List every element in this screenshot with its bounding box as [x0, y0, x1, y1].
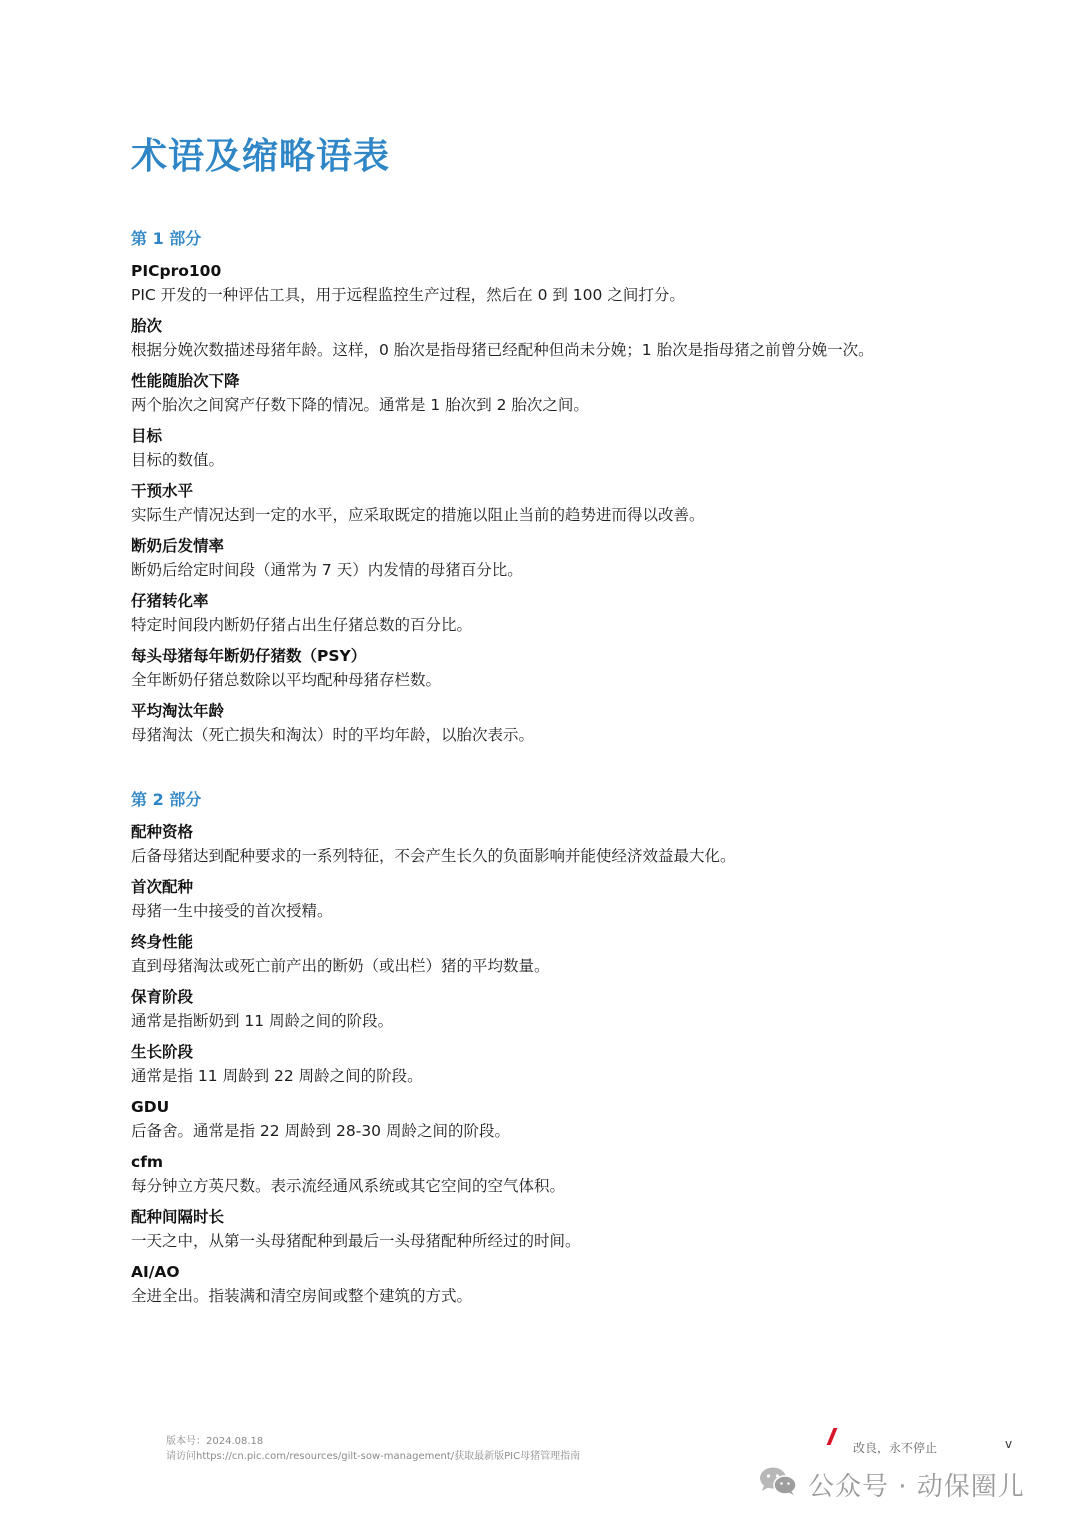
section-1 — [131, 228, 1011, 755]
brand-slash-icon — [827, 1428, 838, 1445]
glossary-entry — [131, 1206, 1011, 1261]
term: AI/AO — [131, 1263, 180, 1281]
definition: 每分钟立方英尺数。表示流经通风系统或其它空间的空气体积。 — [131, 1177, 566, 1195]
definition: 目标的数值。 — [131, 451, 225, 469]
term: 性能随胎次下降 — [131, 372, 240, 390]
page-number: v — [1005, 1437, 1013, 1451]
wechat-icon — [758, 1466, 798, 1496]
definition: 后备母猪达到配种要求的一系列特征，不会产生长久的负面影响并能使经济效益最大化。 — [131, 847, 736, 865]
glossary-entry — [131, 1151, 1011, 1206]
glossary-entry — [131, 425, 1011, 480]
term: 配种资格 — [131, 823, 194, 841]
term: PICpro100 — [131, 262, 222, 280]
term: 配种间隔时长 — [131, 1208, 225, 1226]
glossary-entry — [131, 480, 1011, 535]
glossary-entry — [131, 986, 1011, 1041]
term: 干预水平 — [131, 482, 194, 500]
glossary-entry — [131, 315, 1011, 370]
term: 仔猪转化率 — [131, 592, 209, 610]
definition: PIC 开发的一种评估工具，用于远程监控生产过程，然后在 0 到 100 之间打分。 — [131, 286, 685, 304]
definition: 断奶后给定时间段（通常为 7 天）内发情的母猪百分比。 — [131, 561, 523, 579]
section-heading: 第 2 部分 — [131, 790, 202, 809]
term: 平均淘汰年龄 — [131, 702, 225, 720]
glossary-entry — [131, 1096, 1011, 1151]
footer-meta — [166, 1434, 580, 1464]
term: 终身性能 — [131, 933, 194, 951]
glossary-entry — [131, 1041, 1011, 1096]
definition: 通常是指 11 周龄到 22 周龄之间的阶段。 — [131, 1067, 423, 1085]
glossary-entry — [131, 590, 1011, 645]
term: 目标 — [131, 427, 163, 445]
glossary-entry — [131, 535, 1011, 590]
definition: 全年断奶仔猪总数除以平均配种母猪存栏数。 — [131, 671, 442, 689]
definition: 直到母猪淘汰或死亡前产出的断奶（或出栏）猪的平均数量。 — [131, 957, 550, 975]
term: 胎次 — [131, 317, 163, 335]
glossary-entry — [131, 931, 1011, 986]
glossary-entry — [131, 370, 1011, 425]
watermark — [758, 1462, 1058, 1502]
brand-slogan: 改良，永不停止 — [853, 1441, 938, 1455]
glossary-entry — [131, 260, 1011, 315]
definition: 两个胎次之间窝产仔数下降的情况。通常是 1 胎次到 2 胎次之间。 — [131, 396, 589, 414]
section-heading: 第 1 部分 — [131, 229, 202, 248]
term: GDU — [131, 1098, 170, 1116]
version-number: 版本号：2024.08.18 — [166, 1436, 264, 1447]
definition: 母猪淘汰（死亡损失和淘汰）时的平均年龄，以胎次表示。 — [131, 726, 535, 744]
glossary-entry — [131, 821, 1011, 876]
term: 保育阶段 — [131, 988, 194, 1006]
definition: 一天之中，从第一头母猪配种到最后一头母猪配种所经过的时间。 — [131, 1232, 581, 1250]
definition: 特定时间段内断奶仔猪占出生仔猪总数的百分比。 — [131, 616, 473, 634]
brand-logo — [826, 1428, 976, 1458]
term: cfm — [131, 1153, 164, 1171]
definition: 实际生产情况达到一定的水平，应采取既定的措施以阻止当前的趋势进而得以改善。 — [131, 506, 705, 524]
glossary-entry — [131, 700, 1011, 755]
page-title: 术语及缩略语表 — [131, 136, 391, 177]
definition: 母猪一生中接受的首次授精。 — [131, 902, 333, 920]
term: 生长阶段 — [131, 1043, 194, 1061]
definition: 根据分娩次数描述母猪年龄。这样，0 胎次是指母猪已经配种但尚未分娩；1 胎次是指母猪之前曾分娩一次。 — [131, 341, 874, 359]
definition: 通常是指断奶到 11 周龄之间的阶段。 — [131, 1012, 394, 1030]
definition: 全进全出。指装满和清空房间或整个建筑的方式。 — [131, 1287, 473, 1305]
term: 每头母猪每年断奶仔猪数（PSY） — [131, 647, 367, 665]
section-2 — [131, 789, 1011, 1316]
watermark-text: 公众号 · 动保圈儿 — [808, 1472, 1025, 1502]
term: 断奶后发情率 — [131, 537, 225, 555]
term: 首次配种 — [131, 878, 194, 896]
glossary-entry — [131, 876, 1011, 931]
glossary-entry — [131, 1261, 1011, 1316]
definition: 后备舍。通常是指 22 周龄到 28-30 周龄之间的阶段。 — [131, 1122, 510, 1140]
visit-url-text: 请访问https://cn.pic.com/resources/gilt-sow-management/获取最新版PIC母猪管理指南 — [166, 1451, 581, 1462]
glossary-entry — [131, 645, 1011, 700]
